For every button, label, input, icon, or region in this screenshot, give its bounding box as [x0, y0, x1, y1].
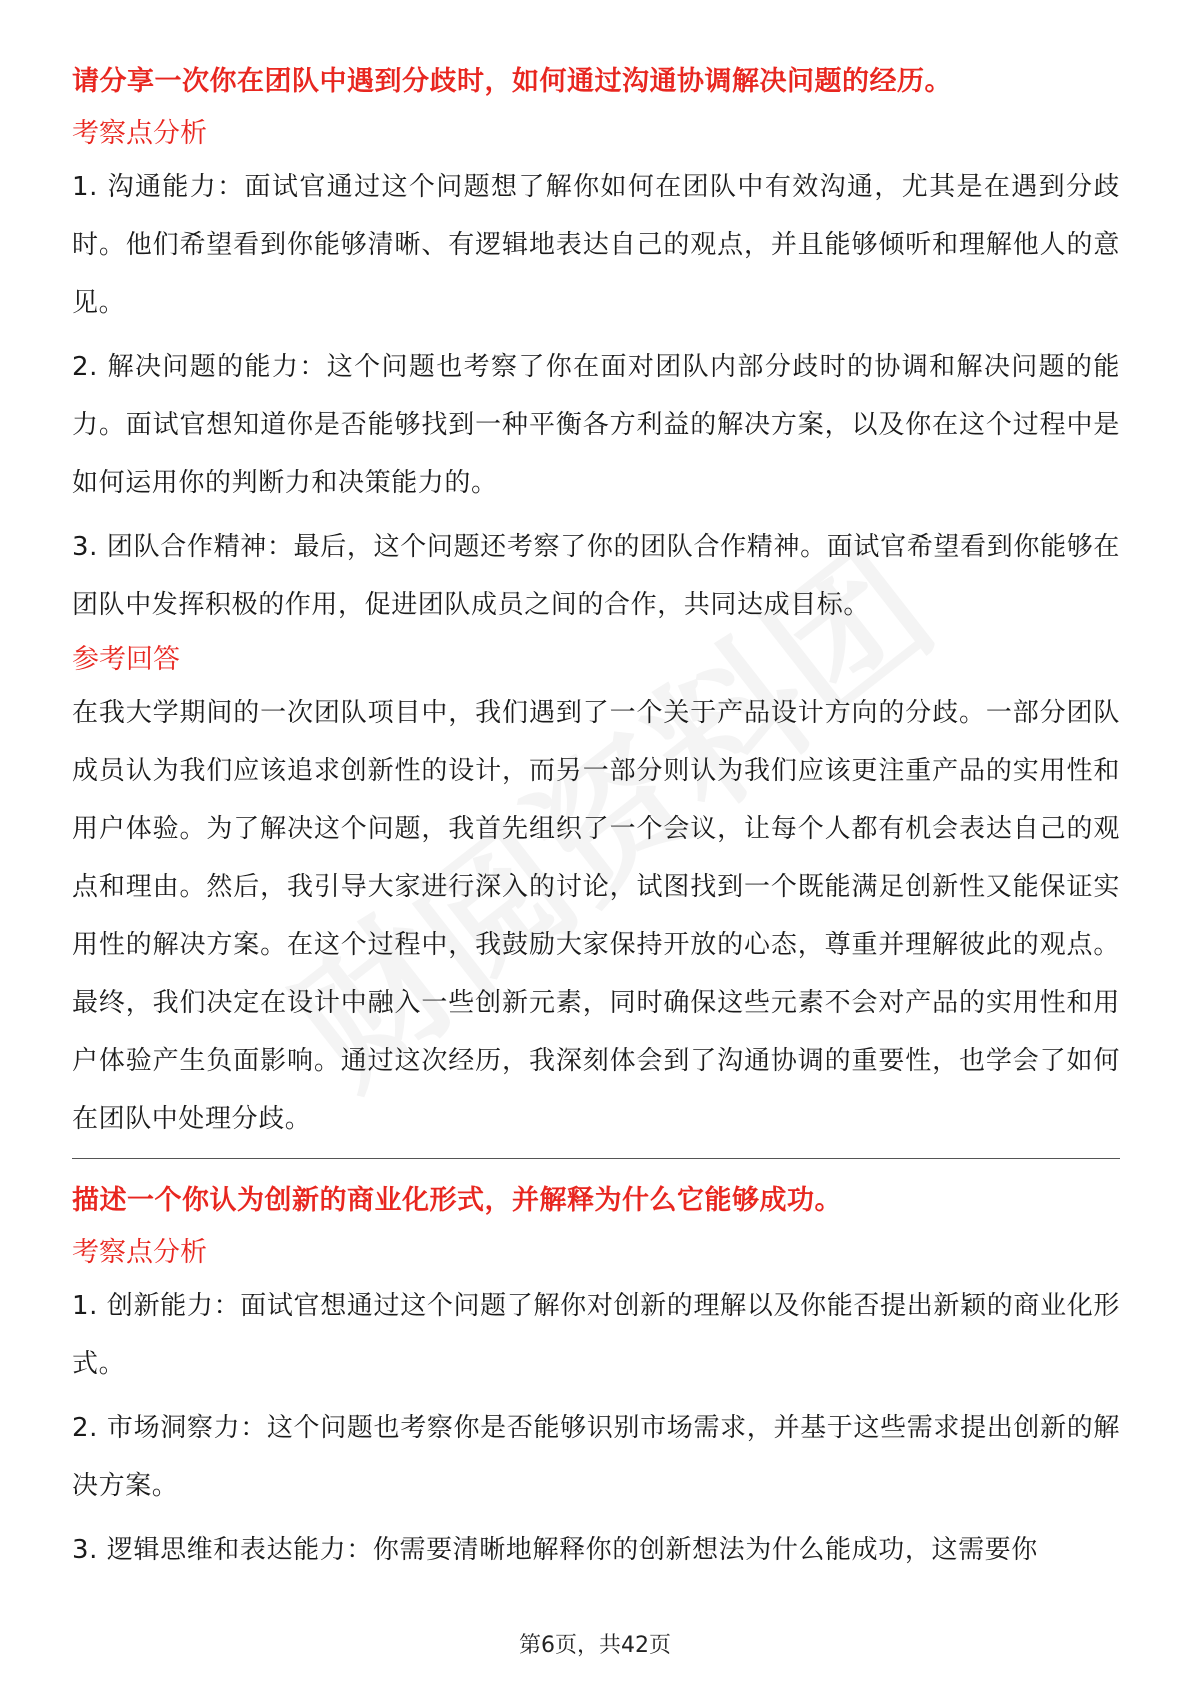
point-2-2: 2. 市场洞察力：这个问题也考察你是否能够识别市场需求，并基于这些需求提出创新的解决方案。 [72, 1413, 1120, 1501]
question-2: 描述一个你认为创新的商业化形式，并解释为什么它能够成功。 [72, 1185, 842, 1216]
answer-title-1: 参考回答 [72, 644, 180, 675]
point-1-1: 1. 沟通能力：面试官通过这个问题想了解你如何在团队中有效沟通，尤其是在遇到分歧时。他们希望看到你能够清晰、有逻辑地表达自己的观点，并且能够倾听和理解他人的意见。 [72, 172, 1120, 318]
point-1-2: 2. 解决问题的能力：这个问题也考察了你在面对团队内部分歧时的协调和解决问题的能力。面试官想知道你是否能够找到一种平衡各方利益的解决方案，以及你在这个过程中是如何运用你的判断力和决策能力的。 [72, 352, 1120, 498]
point-2-1: 1. 创新能力：面试官想通过这个问题了解你对创新的理解以及你能否提出新颖的商业化形式。 [72, 1291, 1120, 1379]
answer-1: 在我大学期间的一次团队项目中，我们遇到了一个关于产品设计方向的分歧。一部分团队成员认为我们应该追求创新性的设计，而另一部分则认为我们应该更注重产品的实用性和用户体验。为了解决这个问题，我首先组织了一个会议，让每个人都有机会表达自己的观点和理由。然后，我引导大家进行深入的讨论，试图找到一个既能满足创新性又能保证实用性的解决方案。在这个过程中，我鼓励大家保持开放的心态，尊重并理解彼此的观点。最终，我们决定在设计中融入一些创新元素，同时确保这些元素不会对产品的实用性和用户体验产生负面影响。通过这次经历，我深刻体会到了沟通协调的重要性，也学会了如何在团队中处理分歧。 [72, 698, 1120, 1134]
point-2-3: 3. 逻辑思维和表达能力：你需要清晰地解释你的创新想法为什么能成功，这需要你 [72, 1535, 1038, 1565]
analysis-title-1: 考察点分析 [72, 118, 207, 149]
section-divider [72, 1158, 1120, 1159]
analysis-title-2: 考察点分析 [72, 1237, 207, 1268]
page-footer: 第6页，共42页 [519, 1633, 671, 1658]
question-1: 请分享一次你在团队中遇到分歧时，如何通过沟通协调解决问题的经历。 [72, 66, 952, 97]
point-1-3: 3. 团队合作精神：最后，这个问题还考察了你的团队合作精神。面试官希望看到你能够在团队中发挥积极的作用，促进团队成员之间的合作，共同达成目标。 [72, 532, 1120, 620]
document-page [72, 62, 1120, 1585]
